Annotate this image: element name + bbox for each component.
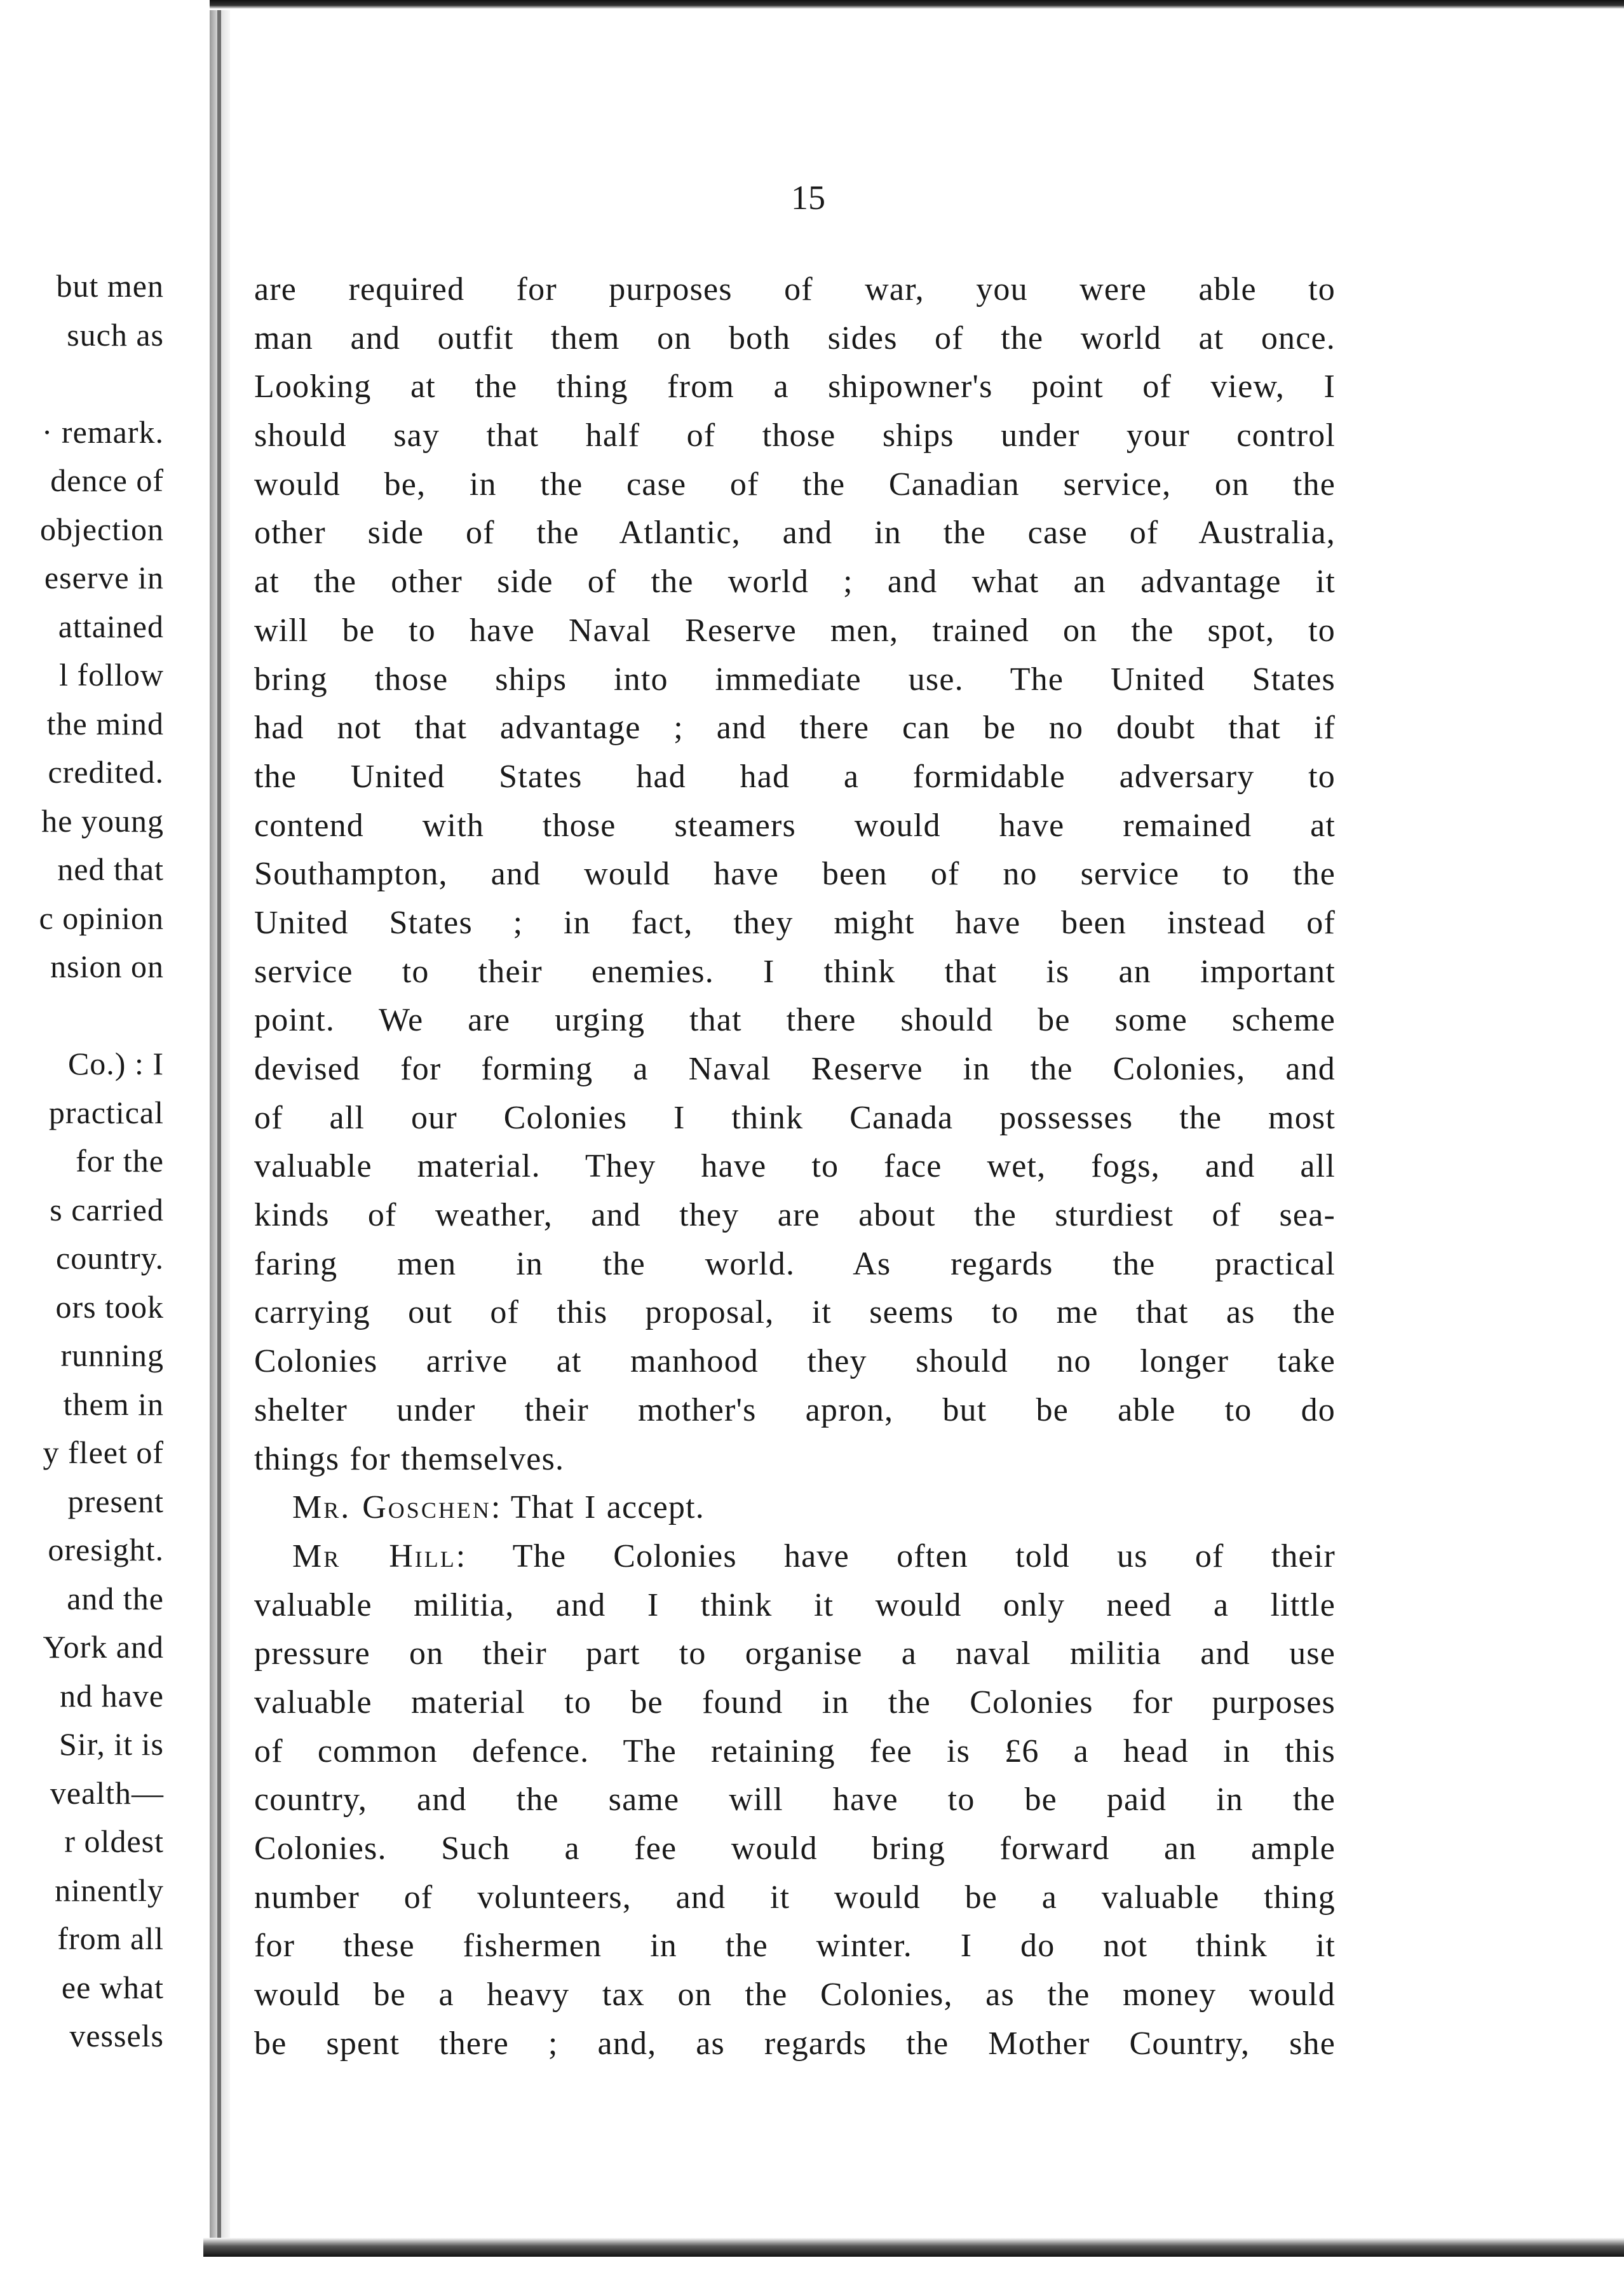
left-page-line: Sir, it is [59, 1726, 164, 1762]
text-line: for these fishermen in the winter. I do not think it [254, 1928, 1336, 1964]
text-line: point. We are urging that there should be some scheme [254, 1002, 1336, 1039]
left-page-line: attained [58, 608, 164, 644]
text-line: the United States had had a formidable adversary to [254, 758, 1336, 795]
text-line: carrying out of this proposal, it seems to me that as the [254, 1294, 1336, 1331]
left-page-line: vessels [69, 2018, 164, 2053]
left-page-line: l follow [59, 657, 164, 693]
left-page-text [39, 262, 164, 2060]
text-line: things for themselves. [254, 1440, 565, 1477]
text-line: are required for purposes of war, you were able to [254, 271, 1336, 308]
text-line: kinds of weather, and they are about the sturdiest of sea- [254, 1197, 1336, 1234]
left-page-line: eserve in [44, 560, 164, 595]
text-line: faring men in the world. As regards the practical [254, 1245, 1336, 1282]
text-line: valuable militia, and I think it would only need a little [254, 1586, 1336, 1623]
text-line: valuable material. They have to face wet, fogs, and all [254, 1148, 1336, 1185]
text-line: other side of the Atlantic, and in the case of Australia, [254, 515, 1336, 551]
left-page-line: but men [56, 268, 164, 304]
left-page-line: such as [67, 316, 164, 353]
left-page-line: from all [57, 1921, 164, 1956]
text-line: had not that advantage ; and there can be no doubt that if [254, 710, 1336, 747]
text-line: Looking at the thing from a shipowner's point of view, I [254, 369, 1336, 405]
left-page-line: ninently [55, 1872, 164, 1908]
text-line: valuable material to be found in the Colonies for purposes [254, 1684, 1336, 1721]
speaker-remark: : The Colonies have often told us of their [456, 1538, 1336, 1574]
left-page-line: objection [39, 511, 164, 547]
text-line: would be, in the case of the Canadian service, on the [254, 466, 1336, 503]
speaker-paragraph-goschen [254, 1484, 1336, 1532]
text-line: Colonies arrive at manhood they should no longer take [254, 1343, 1336, 1380]
speaker-name: Mr. Goschen [292, 1489, 491, 1526]
text-line: country, and the same will have to be paid in the [254, 1782, 1336, 1818]
right-page [230, 19, 1596, 2236]
text-line: would be a heavy tax on the Colonies, as the money would [254, 1977, 1336, 2013]
text-line: of all our Colonies I think Canada possesses the most [254, 1099, 1336, 1136]
speaker-remark: : That I accept. [491, 1489, 705, 1526]
text-line: number of volunteers, and it would be a valuable thing [254, 1879, 1336, 1916]
left-page-line [39, 991, 164, 1040]
text-line: Southampton, and would have been of no service to the [254, 856, 1336, 893]
left-page-line: r oldest [64, 1823, 164, 1859]
text-line: pressure on their part to organise a naval militia and use [254, 1635, 1336, 1672]
left-page-line: present [67, 1483, 164, 1519]
scan-top-edge [0, 0, 1624, 9]
text-line: contend with those steamers would have remained at [254, 807, 1336, 844]
text-line: United States ; in fact, they might have been instead of [254, 904, 1336, 941]
left-facing-page [0, 0, 210, 2272]
left-page-line: nd have [60, 1677, 164, 1714]
text-line: man and outfit them on both sides of the world at once. [254, 320, 1336, 356]
speaker-name: Mr Hill [292, 1538, 456, 1574]
left-page-line: · remark. [41, 414, 164, 450]
left-page-line: vealth— [50, 1775, 164, 1811]
text-line: will be to have Naval Reserve men, trained on the spot, to [254, 612, 1336, 649]
left-page-line: ors took [55, 1288, 164, 1325]
page-number: 15 [791, 179, 825, 217]
text-line: bring those ships into immediate use. The United States [254, 661, 1336, 698]
left-page-line: ee what [61, 1969, 164, 2005]
left-page-line [39, 359, 164, 408]
left-page-line: credited. [48, 754, 164, 790]
text-line: service to their enemies. I think that is an important [254, 953, 1336, 990]
left-page-line: and the [67, 1580, 164, 1616]
text-line: at the other side of the world ; and what an advantage it [254, 564, 1336, 600]
left-page-line: for the [76, 1143, 164, 1179]
left-page-line: c opinion [39, 900, 164, 936]
left-page-line: he young [41, 802, 164, 839]
left-page-line: practical [48, 1094, 164, 1130]
text-line: should say that half of those ships under your control [254, 417, 1336, 454]
text-line: of common defence. The retaining fee is £6 a head in this [254, 1733, 1336, 1769]
gutter-shadow-line [217, 10, 221, 2238]
left-page-line: country. [56, 1240, 164, 1276]
speaker-paragraph-hill [254, 1532, 1336, 1581]
text-line: Colonies. Such a fee would bring forward an ample [254, 1830, 1336, 1867]
left-page-line: y fleet of [43, 1435, 164, 1470]
left-page-line: York and [43, 1629, 164, 1665]
left-page-line: them in [63, 1386, 164, 1422]
text-line: devised for forming a Naval Reserve in the Colonies, and [254, 1051, 1336, 1087]
left-page-line: Co.) : I [67, 1046, 164, 1081]
body-text [254, 266, 1336, 2068]
left-page-line: running [60, 1337, 164, 1373]
text-line: shelter under their mother's apron, but be able to do [254, 1391, 1336, 1428]
left-page-line: s carried [50, 1191, 164, 1227]
left-page-line: oresight. [48, 1532, 164, 1567]
left-page-line: the mind [46, 705, 164, 741]
text-line: be spent there ; and, as regards the Mother Country, she [254, 2025, 1336, 2062]
left-page-line: ned that [57, 851, 164, 887]
left-page-line: nsion on [50, 949, 164, 984]
left-page-line: dence of [50, 463, 164, 498]
scan-bottom-edge [203, 2238, 1624, 2257]
